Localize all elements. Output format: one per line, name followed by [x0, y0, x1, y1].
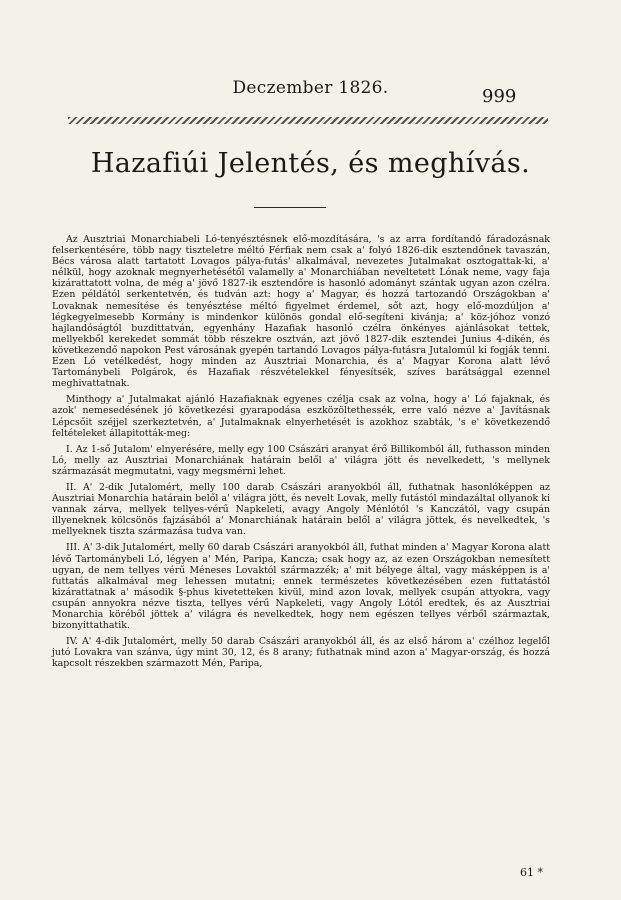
paragraph-intro: Az Ausztriai Monarchiabeli Ló-tenyésztésnek elő-mozdítására, 's az arra fordítandó fáradozásnak felserkentésére, több nagy tiszteletre méltó Férfiak nem csak a' folyó 1826-dik esztendőnek tavaszán, Bécs városa alatt tartatott Lovagos pálya-futás' alkalmával, nevezetes Jutalmakat osztogattak-ki, a' nélkül, hogy azoknak megnyerhetésétől valamelly a' Monarchiában neveltetett Lónak neme, vagy faja kizárattatott volna, de még a' jövő 1827-ik esztendőre is hasonló adományt szántak ugyan azon czélra. Ezen példától serkentetvén, és tudván azt: hogy a' Magyar, és hozzá tartozandó Országokban a' Lovaknak nemesítése és tenyésztése méltó figyelmet érdemel, sőt azt, hogy elő-mozdúljon a' légkegyelmesebb Kormány is mindenkor különös gondal elő-segíteni kivánja; a' köz-jóhoz vonzó hajlandóságtól buzdittatván, egyenhány Hazafiak hasonló czélra önkényes ajánlásokat tettek, mellyekből kerekedet sommát több részekre osztván, azt jövő 1827-dik esztendei Junius 4-dikén, és következendő napokon Pest városának gyepén tartandó Lovagos pálya-futásra Jutalomúl ki fogják tenni. Ezen Ló vetélkedést, hogy minden az Ausztriai Monarchia, és a' Magyar Korona alatt lévő Tartománybeli Polgárok, és Hazafiak részvételekkel fényesítsék, szíves barátsággal ezennel meghivattatnak. [52, 234, 550, 390]
paragraph-prize-1: I. Az 1-ső Jutalom' elnyerésére, melly egy 100 Császári aranyat érő Billikomból áll, futhasson minden Ló, melly az Ausztriai Monarchiának határain belől a' világra jött és nevelkedett, 's mellynek származását megmutatni, vagy megsmérni lehet. [52, 443, 550, 477]
article-title: Hazafiúi Jelentés, és meghívás. [90, 148, 531, 179]
ornamental-rule [68, 117, 548, 124]
paragraph-prize-2: II. A' 2-dik Jutalomért, melly 100 darab Császári aranyokból áll, futhatnak hasonlóképpen az Ausztriai Monarchia határain belől a' világra jött, és nevelt Lovak, melly futástól mindazáltal ollyanok ki vannak zárva, mellyek tellyes-vérű Napkeleti, avagy Angoly Ménlótól 's Kanczától, vagy csupán illyeneknek kölcsönös fajzásából a' Monarchiának határain belől a' világra jöttek, és nevelkedtek, 's mellyeknek tiszta származása tudva van. [52, 481, 550, 538]
running-title: Deczember 1826. [232, 78, 389, 98]
title-divider [254, 207, 326, 208]
signature-mark: 61 * [520, 866, 543, 879]
article-body [52, 234, 550, 674]
page-number: 999 [482, 86, 517, 107]
paragraph-prize-4: IV. A' 4-dik Jutalomért, melly 50 darab Császári aranyokból áll, és az első három a' czélhoz legelől jutó Lovakra van szánva, úgy mint 30, 12, és 8 arany; futhatnak mind azon a' Magyar-ország, és hozzá kapcsolt részekben származott Mén, Paripa, [52, 636, 550, 670]
paragraph-conditions: Minthogy a' Jutalmakat ajánló Hazafiaknak egyenes czélja csak az volna, hogy a' Ló fajaknak, és azok' nemesedésének jó következési gyarapodása eszközöltethessék, erre való nézve a' Javításnak Lépcsőit széjjel szerkeztetvén, a' Jutalmaknak elnyerhetését is azokhoz szabták, 's e' következendő feltételeket állapitották-meg: [52, 394, 550, 439]
paragraph-prize-3: III. A' 3-dik Jutalomért, melly 60 darab Császári aranyokból áll, futhat minden a' Magyar Korona alatt lévő Tartománybeli Ló, légyen a' Mén, Paripa, Kancza; csak hogy az, az ezen Országokban nemesített ugyan, de nem tellyes vérű Méneses Lovaktól származzék; a' mit bélyege által, vagy másképpen is a' futtatás alkalmával meg lehessen mutatni; ennek természetes következésében ezen futtatástól kizárattatnak a' második §-phus kivetetteken kivül, mind azon lovak, mellyek csupán attyokra, vagy csupán annyokra nézve tiszta, tellyes vérű Napkeleti, vagy Angoly Lótól eredtek, és az Ausztriai Monarchia köréből jöttek a' világra és nevelkedtek, hogy nem egészen tellyes vérből származtak, bizonyittathatik. [52, 542, 550, 632]
